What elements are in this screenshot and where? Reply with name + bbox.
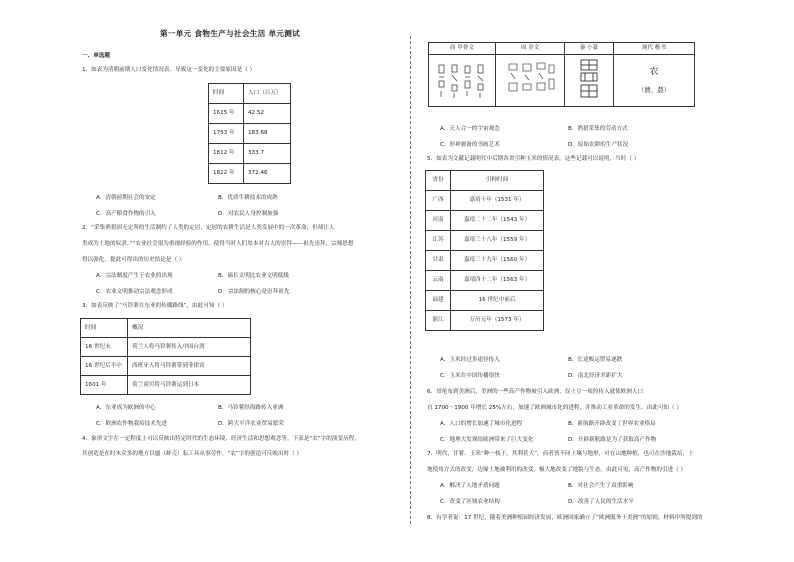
table-header: 商 甲骨文 [429,43,496,55]
table-cell: 1812 年 [209,144,244,164]
table-cell: 1601 年 [81,376,128,395]
table-header: 时间 [81,319,128,338]
table-header: 概况 [128,319,251,338]
table-cell: 嘉靖十年（1531 年） [451,191,544,211]
table-cell: 1822 年 [209,164,244,184]
table-header: 引种时间 [451,171,544,191]
section-heading: 一、单选题 [82,53,110,59]
table-cell: 荷兰商贝将马铃薯运到日本 [128,376,251,395]
table-header: 现代 楷书 [614,43,695,55]
q2-option-d[interactable]: D．宗法制的核心是崇拜祖先 [218,289,290,295]
bronze-glyphs-icon [505,59,555,99]
q6-option-c[interactable]: C．地理大发现给欧洲带来了巨大变化 [440,437,534,443]
oracle-glyphs-icon [436,61,488,101]
table-cell: 福建 [426,291,451,311]
table-header: 时间 [209,84,244,104]
table-cell: 西班牙人将马铃薯带到菲律宾 [128,357,251,376]
table-cell: 嘉靖二十二年（1543 年） [451,211,544,231]
q6-option-b[interactable]: B．新航路开辟改变了世界农业格局 [568,421,656,427]
table-cell: 183.68 [244,124,291,144]
q7-line: 地使用方式的改变，边缘土地被利用的改变，极大地改变了地貌与生态。由此可见，高产作物的引进（ ） [427,467,687,473]
q4-line: 其创造是在时木众多的地方以蜃（蚌壳）耘工具从事劳作。“农”字的创造可反映出时（ ） [82,451,303,457]
q1-option-a[interactable]: A．清朝前期社会的安定 [96,195,156,201]
table-cell: 万历元年（1573 年） [451,311,544,331]
table-cell: 1615 年 [209,104,244,124]
table-header: 人口（百万） [244,84,291,104]
q1-table [208,83,291,184]
table-cell: 372.46 [244,164,291,184]
q6-line: 6．哥伦布到美洲后，美洲的一些高产作物被引入欧洲，仅土豆一项的传入就使欧洲人口 [427,389,644,395]
table-cell: 河南 [426,211,451,231]
q4-option-c[interactable]: C．形神兼备的书画艺术 [440,142,500,148]
q7-option-b[interactable]: B．对社会产生了双重影响 [568,483,634,489]
table-cell: 广西 [426,191,451,211]
oracle-glyphs-image [433,60,491,102]
table-header: 秦 小篆 [565,43,614,55]
q3-option-a[interactable]: A．东亚成为欧洲的中心 [96,405,156,411]
q3-option-d[interactable]: D．跨大平洋农业贸易繁荣 [218,421,284,427]
q5-stem: 5．如表为文献记载明代中后期各省引种玉米的情况表。这些记载可以说明，当时（ ） [427,156,640,162]
table-cell: 1753 年 [209,124,244,144]
q8-line: 8．有学者说：17 世纪，随着美洲种植园经济发展，欧洲国家确立了“欧洲服务于美洲”的原则，材料中所提到的 [427,515,703,521]
q1-option-c[interactable]: C．高产粮食作物的引入 [96,211,156,217]
q2-line: 类成为土地的奴隶。”“农业社会很为重视经验的作用，使得当时人们厚本对古人的崇拜——祖先崇拜，宗师思想 [82,241,354,247]
column-divider [410,36,411,524]
q6-line: 自 1700～1900 年增长 25%左右，加速了欧洲城市化的进程，并推动工业革命的发生。由此可知（ ） [427,405,682,411]
q6-option-a[interactable]: A．人口的增长加速了城市化进程 [440,421,523,427]
q4-option-a[interactable]: A．天人合一的宇宙观念 [440,126,500,132]
modern-glyph-cell [614,55,695,107]
q7-option-d[interactable]: D．改善了人民的生活水平 [568,499,634,505]
table-cell: 甘肃 [426,251,451,271]
q2-option-c[interactable]: C．农业文明推动宗法观念形成 [96,289,173,295]
q2-line: 得以强化。提此可得出的历史结论是（ ） [82,257,185,263]
q3-option-b[interactable]: B．马铃薯经海路传入亚洲 [218,405,284,411]
table-cell: 云南 [426,271,451,291]
table-cell: 16 世纪后半中 [81,357,128,376]
q2-option-a[interactable]: A．宗法制度产生于农业的出现 [96,273,173,279]
table-header: 周 金文 [496,43,565,55]
q5-option-a[interactable]: A．玉米经过多途径传入 [440,357,500,363]
q4-line: 4．象形文字在一定程度上可以反映出特定时代的生态环境、经济生活和思想观念等。下表是“农”字的演变历程， [82,436,360,442]
table-cell: 荷兰人将马铃薯传入中国台湾 [128,338,251,357]
q6-option-d[interactable]: D．开辟新航路是为了获取高产作物 [568,437,657,443]
q5-table [425,170,544,331]
table-cell: 16 世纪中前后 [451,291,544,311]
table-cell: 江苏 [426,231,451,251]
q1-stem: 1．如表为清朝前期人口变化情况表。导致这一变化的主要原因是（ ） [82,67,256,73]
seal-glyphs-icon [575,57,603,101]
table-cell: 嘉靖三十九年（1560 年） [451,251,544,271]
table-cell: 333.7 [244,144,291,164]
table-header: 省份 [426,171,451,191]
q1-option-d[interactable]: D．对农民人身控制加强 [218,211,279,217]
modern-glyph-variants: （農、辳） [637,86,671,95]
table-cell: 浙江 [426,311,451,331]
table-cell: 42.52 [244,104,291,124]
q2-line: 2．“采集渔猎固无定所的生活制约了人类的定居，定居的农耕生活是人类发展中的一次革命，但却让人 [82,225,335,231]
q1-option-b[interactable]: B．优质牛耕技术的成熟 [218,195,278,201]
q3-stem: 3．如表反映了“马铃薯在东亚的传播路线”，由此可知（ ） [82,303,228,309]
table-cell: 嘉靖三十八年（1559 年） [451,231,544,251]
q4-option-b[interactable]: B．渔猎采集的劳动方式 [568,126,628,132]
bronze-glyphs-cell [496,55,565,107]
page-title: 第一单元 食物生产与社会生活 单元测试 [160,29,301,38]
q7-line: 7．明代，甘薯、玉米“种一枝于，其利甚大”，而者皆不同土壤与地形，可在山地种植，也可在沙地栽培，土 [427,451,694,457]
q5-option-d[interactable]: D．南北经济差距扩大 [568,373,623,379]
q7-option-c[interactable]: C．改变了区域农业结构 [440,499,500,505]
oracle-glyphs-cell [429,55,496,107]
q3-option-c[interactable]: C．欧洲农作物栽培技术先进 [96,421,168,427]
character-evolution-table [428,42,695,107]
table-cell: 嘉靖四十二年（1563 年） [451,271,544,291]
q5-option-c[interactable]: C．玉米在中国传播很快 [440,373,500,379]
table-cell: 16 世纪末 [81,338,128,357]
q3-table [80,318,251,395]
seal-glyphs-cell [565,55,614,107]
q2-option-b[interactable]: B．谪长文明比农业文明低级 [218,273,289,279]
modern-glyph: 农 [649,66,659,77]
q7-option-a[interactable]: A．解决了人地矛盾问题 [440,483,500,489]
q4-option-d[interactable]: D．原始农耕的生产状况 [568,142,629,148]
q5-option-b[interactable]: B．长途贩运贸易逐跌 [568,357,623,363]
